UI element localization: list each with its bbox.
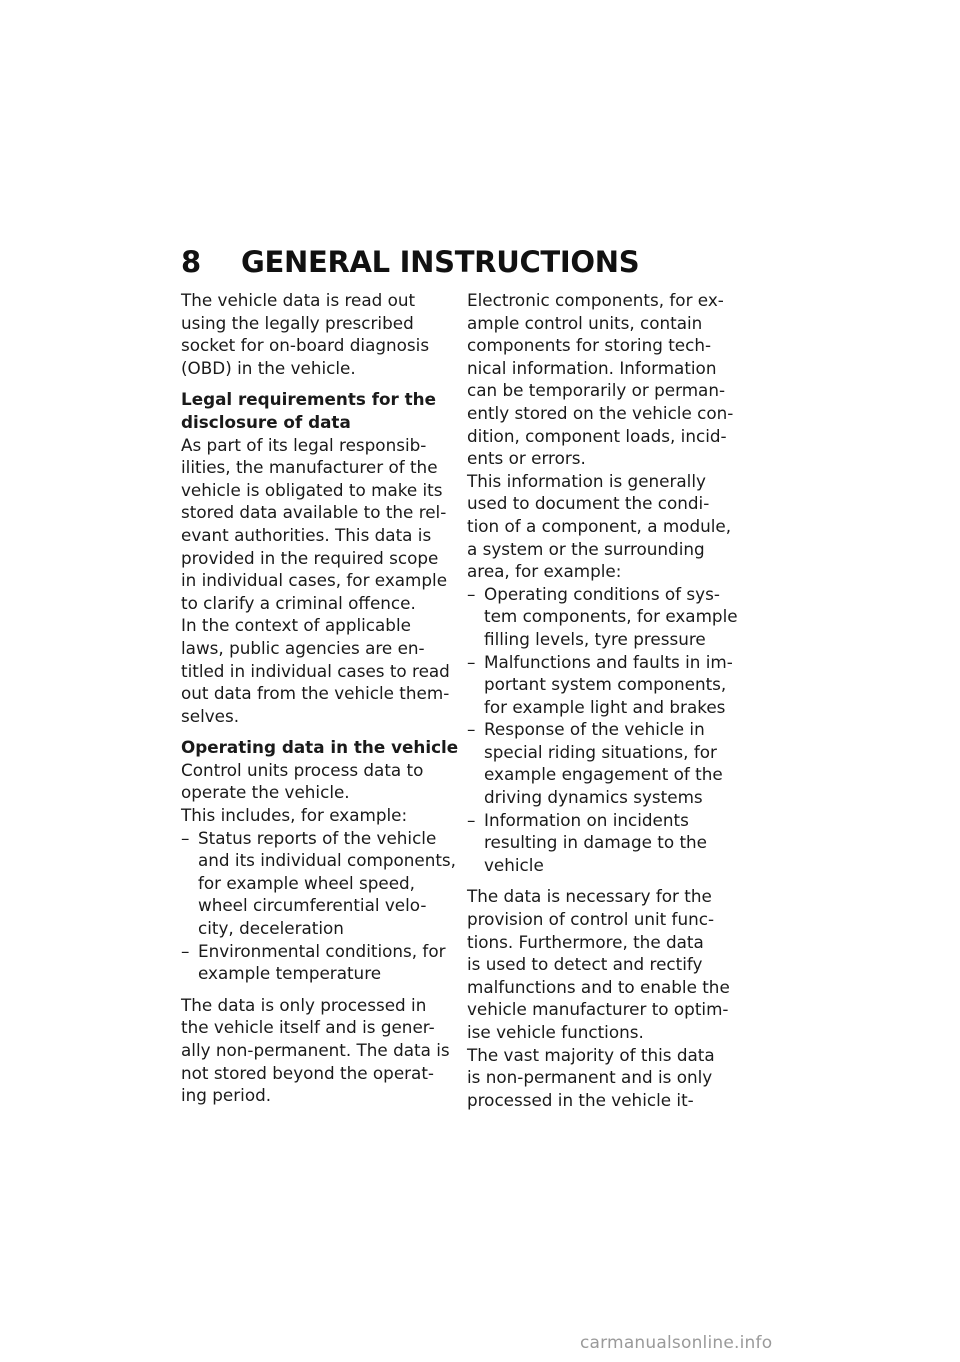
- bullet-dash: –: [467, 719, 476, 740]
- paragraph-gap: [467, 876, 739, 885]
- list-item-continuation: [181, 962, 453, 985]
- body-text-line: in individual cases, for example: [181, 570, 448, 591]
- list-item-text: wheel circumferential velo-: [198, 895, 427, 916]
- body-text-line: nical information. Information: [467, 357, 717, 378]
- list-item-continuation: [467, 673, 739, 696]
- bullet-dash: –: [467, 809, 476, 830]
- list-item-line: [181, 827, 453, 850]
- list-item-continuation: [467, 854, 739, 877]
- right-column: [467, 289, 739, 1111]
- list-item-text: Information on incidents: [484, 809, 689, 830]
- list-item-continuation: [181, 894, 453, 917]
- list-item-text: tem components, for example: [484, 606, 738, 627]
- body-text-line: The data is necessary for the: [467, 886, 712, 907]
- list-item-text: Response of the vehicle in: [484, 719, 705, 740]
- body-text-line: evant authorities. This data is: [181, 524, 432, 545]
- list-item-text: Operating conditions of sys-: [484, 583, 720, 604]
- list-item-text: for example wheel speed,: [198, 872, 416, 893]
- body-text-line: area, for example:: [467, 561, 622, 582]
- bullet-dash: –: [467, 583, 476, 604]
- list-item-text: special riding situations, for: [484, 741, 717, 762]
- list-item-continuation: [181, 849, 457, 872]
- list-item-continuation: [467, 605, 739, 628]
- body-text-line: ilities, the manufacturer of the: [181, 457, 438, 478]
- body-text-line: In the context of applicable: [181, 615, 411, 636]
- body-text-line: stored data available to the rel-: [181, 502, 447, 523]
- body-text-line: ents or errors.: [467, 448, 586, 469]
- body-text-line: ing period.: [181, 1085, 272, 1106]
- list-item-continuation: [467, 628, 739, 651]
- list-item-line: [467, 809, 739, 832]
- body-text-line: can be temporarily or perman-: [467, 380, 726, 401]
- body-text-line: tions. Furthermore, the data: [467, 931, 704, 952]
- body-text-line: provided in the required scope: [181, 547, 439, 568]
- body-text-line: components for storing tech-: [467, 335, 712, 356]
- list-item-continuation: [467, 831, 739, 854]
- section-heading-line: Legal requirements for the: [181, 389, 436, 410]
- body-text-line: Control units process data to: [181, 759, 424, 780]
- bullet-dash: –: [181, 827, 190, 848]
- body-text-line: The data is only processed in: [181, 994, 427, 1015]
- list-item-text: Environmental conditions, for: [198, 940, 446, 961]
- paragraph-gap: [181, 727, 453, 736]
- body-text-line: The vehicle data is read out: [181, 290, 416, 310]
- list-item-text: filling levels, tyre pressure: [484, 628, 706, 649]
- body-text-line: This information is generally: [467, 470, 706, 491]
- body-text-line: vehicle is obligated to make its: [181, 479, 443, 500]
- body-text-line: laws, public agencies are en-: [181, 637, 425, 658]
- body-text-line: The vast majority of this data: [467, 1044, 715, 1065]
- chapter-title: GENERAL INSTRUCTIONS: [241, 245, 640, 279]
- list-item-line: [181, 940, 453, 963]
- body-text-line: Electronic components, for ex-: [467, 290, 724, 310]
- body-text-line: to clarify a criminal offence.: [181, 592, 416, 613]
- list-item-continuation: [467, 786, 739, 809]
- list-item-text: city, deceleration: [198, 918, 344, 939]
- list-item-text: vehicle: [484, 854, 544, 875]
- list-item-text: Malfunctions and faults in im-: [484, 651, 733, 672]
- list-item-text: example temperature: [198, 963, 382, 984]
- list-item-continuation: [467, 696, 739, 719]
- list-item-text: driving dynamics systems: [484, 787, 703, 808]
- body-text-line: As part of its legal responsib-: [181, 434, 427, 455]
- watermark-text: carmanualsonline.info: [580, 1333, 773, 1353]
- list-item-continuation: [181, 917, 453, 940]
- body-text-line: provision of control unit func-: [467, 909, 715, 930]
- list-item-text: resulting in damage to the: [484, 832, 707, 853]
- list-item-continuation: [181, 872, 453, 895]
- body-text-line: ently stored on the vehicle con-: [467, 402, 734, 423]
- body-text-line: This includes, for example:: [181, 805, 408, 826]
- body-text-line: vehicle manufacturer to optim-: [467, 999, 729, 1020]
- body-text-line: dition, component loads, incid-: [467, 425, 727, 446]
- list-item-text: and its individual components,: [198, 850, 457, 871]
- paragraph-gap: [181, 985, 453, 994]
- bullet-dash: –: [181, 940, 190, 961]
- body-text-line: not stored beyond the operat-: [181, 1062, 434, 1083]
- body-text-line: is non-permanent and is only: [467, 1067, 713, 1088]
- bullet-dash: –: [467, 651, 476, 672]
- left-column: [181, 289, 459, 1107]
- chapter-heading: [181, 240, 639, 284]
- body-text-line: socket for on-board diagnosis: [181, 335, 430, 356]
- section-heading-line: Operating data in the vehicle: [181, 737, 459, 758]
- list-item-text: example engagement of the: [484, 764, 723, 785]
- body-text-line: ample control units, contain: [467, 312, 703, 333]
- body-text-line: using the legally prescribed: [181, 312, 414, 333]
- body-text-line: (OBD) in the vehicle.: [181, 357, 356, 378]
- body-text-line: the vehicle itself and is gener-: [181, 1017, 435, 1038]
- list-item-text: for example light and brakes: [484, 696, 726, 717]
- body-text-line: out data from the vehicle them-: [181, 683, 450, 704]
- list-item-line: [467, 651, 739, 674]
- body-text-line: ally non-permanent. The data is: [181, 1040, 450, 1060]
- list-item-continuation: [467, 763, 739, 786]
- chapter-number: 8: [181, 245, 201, 279]
- list-item-text: Status reports of the vehicle: [198, 827, 437, 848]
- section-heading-line: disclosure of data: [181, 411, 351, 432]
- list-item-line: [467, 583, 739, 606]
- body-text-line: malfunctions and to enable the: [467, 976, 730, 997]
- paragraph-gap: [181, 379, 453, 388]
- body-text-line: used to document the condi-: [467, 493, 710, 514]
- body-text-line: operate the vehicle.: [181, 782, 350, 803]
- body-text-line: processed in the vehicle it-: [467, 1089, 694, 1110]
- list-item-continuation: [467, 741, 739, 764]
- body-text-line: a system or the surrounding: [467, 538, 705, 559]
- body-text-line: ise vehicle functions.: [467, 1022, 644, 1042]
- body-text-line: selves.: [181, 705, 240, 726]
- body-text-line: titled in individual cases to read: [181, 660, 450, 681]
- body-text-line: is used to detect and rectify: [467, 954, 703, 975]
- body-text-line: tion of a component, a module,: [467, 515, 732, 536]
- list-item-text: portant system components,: [484, 674, 727, 695]
- list-item-line: [467, 718, 739, 741]
